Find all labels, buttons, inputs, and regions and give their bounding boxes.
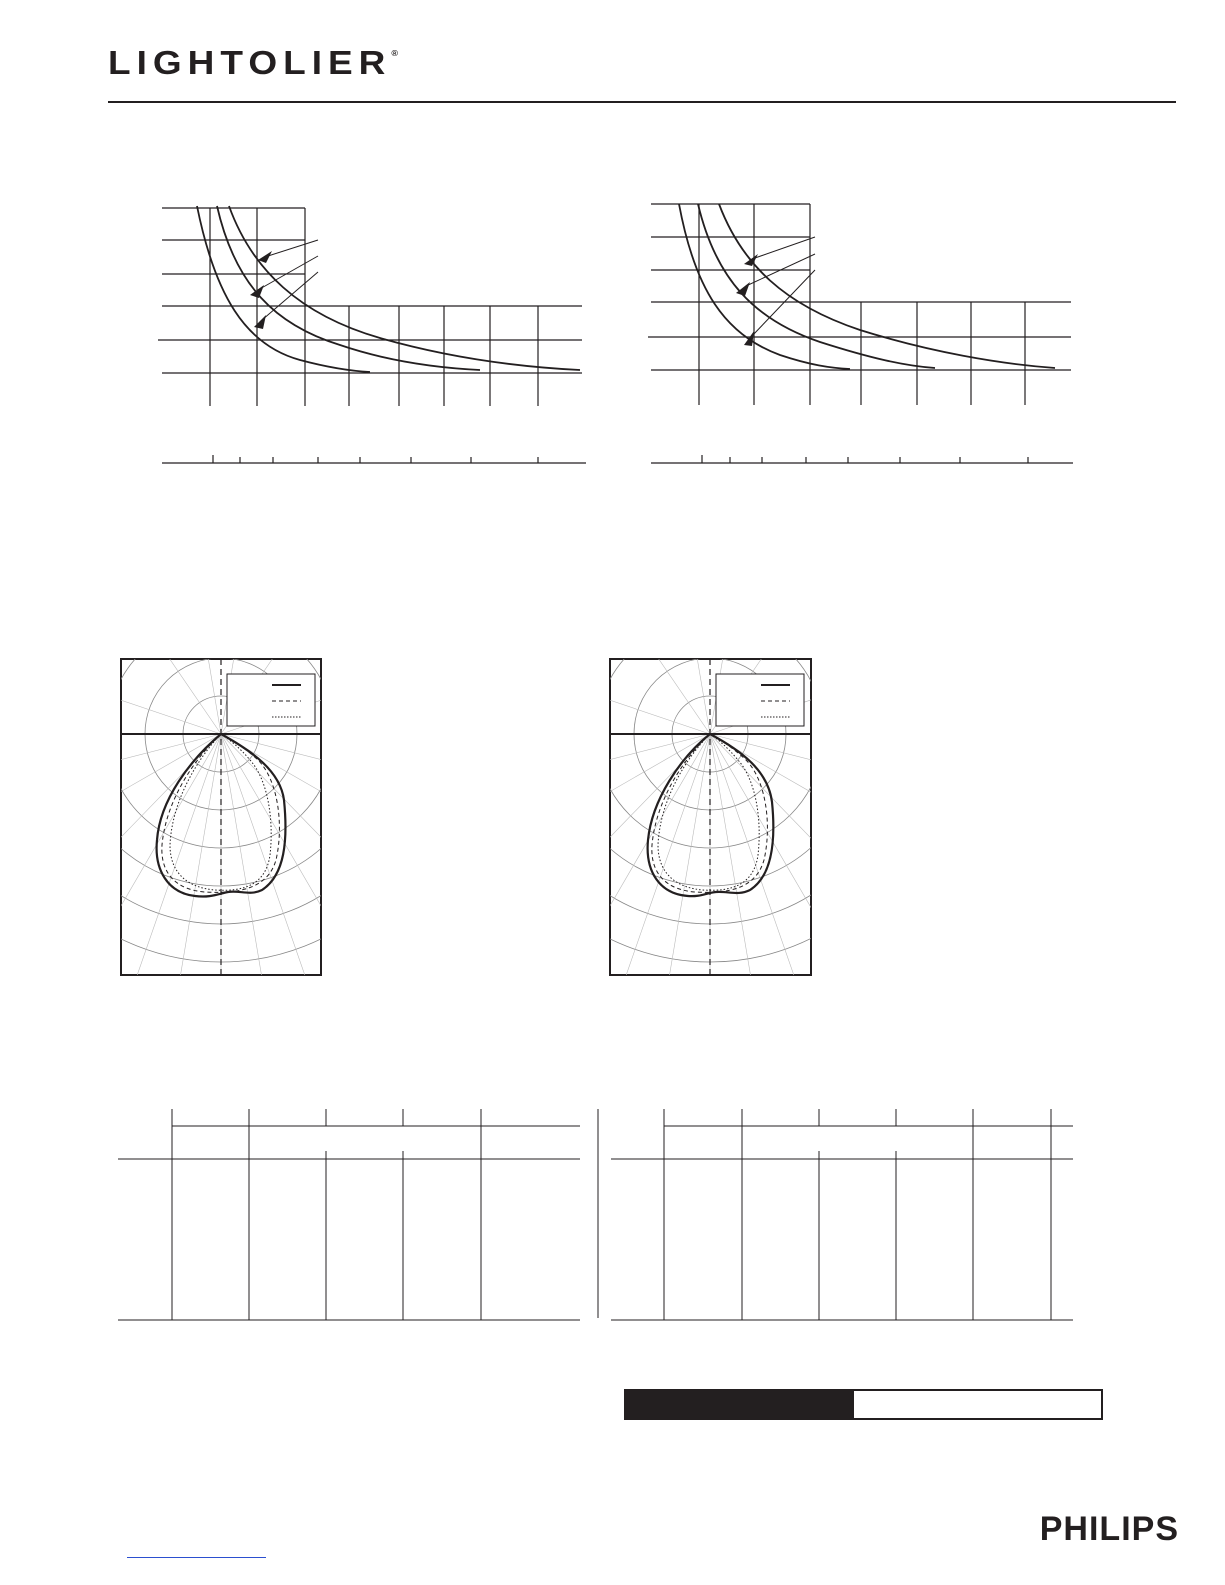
curve-chart-right (648, 204, 1073, 463)
footer-link[interactable] (127, 1557, 266, 1558)
table-left (118, 1109, 580, 1320)
polar-diagram-right (482, 480, 938, 990)
brand-wordmark: LIGHTOLIER (108, 44, 392, 82)
curve-chart-left-axis (162, 455, 586, 463)
curve-chart-left-grid (158, 208, 582, 406)
ordering-bar (624, 1389, 1103, 1420)
curve-right-3 (719, 204, 1055, 368)
table-right (611, 1109, 1073, 1320)
curve-right-2 (698, 204, 935, 368)
registered-icon: ® (391, 48, 399, 58)
curve-chart-right-axis (651, 455, 1073, 463)
ordering-bar-fill (626, 1391, 854, 1418)
philips-logo: PHILIPS (1039, 1510, 1179, 1548)
curve-chart-left-curves (197, 206, 580, 372)
polar-left-legend (227, 674, 315, 726)
curve-chart-right-curves (679, 204, 1055, 369)
polar-diagram-left (0, 480, 449, 990)
curve-chart-right-callouts (746, 237, 815, 336)
curve-left-3 (229, 206, 580, 370)
polar-right-legend (716, 674, 804, 726)
polar-right-dotted (658, 734, 759, 890)
curve-chart-left-callouts (258, 240, 318, 320)
curve-chart-right-grid (648, 204, 1071, 405)
curve-chart-left (158, 206, 586, 463)
